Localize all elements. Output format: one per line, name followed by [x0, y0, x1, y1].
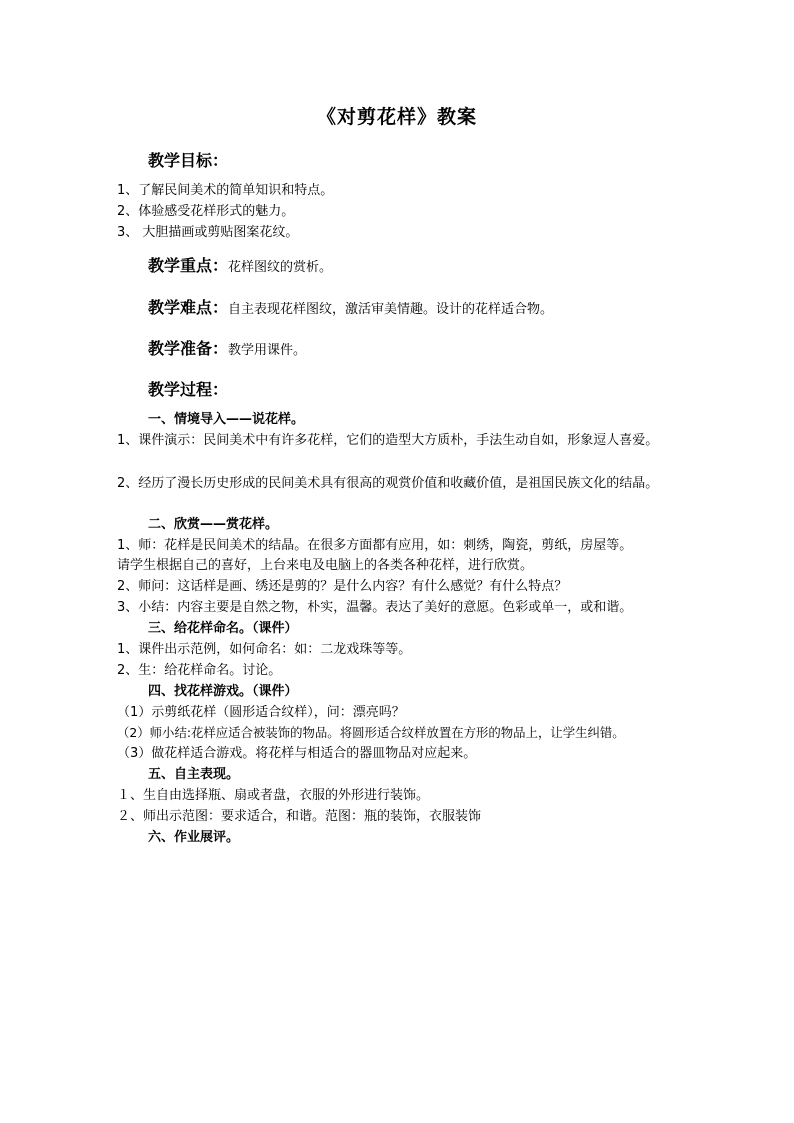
key-point-text: 花样图纹的赏析。 — [228, 260, 333, 275]
process-step-4-paragraph-3: （3）做花样适合游戏。将花样与相适合的器皿物品对应起来。 — [117, 746, 477, 761]
difficulty-heading: 教学难点： — [148, 298, 229, 317]
objective-item-3: 3、 大胆描画或剪贴图案花纹。 — [117, 225, 299, 240]
key-point-section — [148, 253, 332, 276]
process-step-1-title: 一、情境导入——说花样。 — [148, 412, 305, 427]
preparation-heading: 教学准备： — [148, 339, 229, 358]
process-step-6-title: 六、作业展评。 — [148, 830, 240, 845]
process-step-1-paragraph-2: 2、经历了漫长历史形成的民间美术具有很高的观赏价值和收藏价值，是祖国民族文化的结晶。 — [117, 476, 659, 491]
process-step-2-paragraph-3: 3、小结：内容主要是自然之物，朴实，温馨。表达了美好的意愿。色彩或单一，或和谐。 — [117, 600, 633, 615]
process-step-5-title: 五、自主表现。 — [148, 767, 240, 782]
process-step-2-paragraph-2: 2、师问：这话样是画、绣还是剪的？是什么内容？有什么感觉？有什么特点？ — [117, 579, 568, 594]
process-step-4-title: 四、找花样游戏。（课件） — [148, 684, 298, 699]
process-step-3-paragraph-1: 1、课件出示范例，如何命名：如：二龙戏珠等等。 — [117, 642, 412, 657]
objective-item-1: 1、了解民间美术的简单知识和特点。 — [117, 183, 334, 198]
document-title: 《对剪花样》教案 — [316, 106, 477, 128]
difficulty-text: 自主表现花样图纹，激活审美情趣。设计的花样适合物。 — [228, 302, 554, 317]
process-step-4-paragraph-1: （1）示剪纸花样（圆形适合纹样），问：漂亮吗？ — [117, 705, 405, 720]
process-step-2-paragraph-1a: 1、师：花样是民间美术的结晶。在很多方面都有应用，如：刺绣，陶瓷，剪纸，房屋等。 — [117, 538, 633, 553]
preparation-text: 教学用课件。 — [228, 343, 307, 358]
difficulty-section — [148, 295, 553, 318]
process-step-2-paragraph-1b: 请学生根据自己的喜好，上台来电及电脑上的各类各种花样，进行欣赏。 — [117, 558, 534, 573]
objectives-heading: 教学目标： — [148, 151, 229, 170]
process-heading: 教学过程： — [148, 380, 229, 399]
process-step-5-paragraph-2: ２、师出示范图：要求适合，和谐。范图：瓶的装饰，衣服装饰 — [117, 809, 482, 824]
key-point-heading: 教学重点： — [148, 256, 229, 275]
process-step-2-title: 二、欣赏——赏花样。 — [148, 517, 279, 532]
preparation-section — [148, 336, 306, 359]
process-step-1-paragraph-1: 1、课件演示：民间美术中有许多花样，它们的造型大方质朴，手法生动自如，形象逗人喜爱。 — [117, 433, 659, 448]
objective-item-2: 2、体验感受花样形式的魅力。 — [117, 204, 295, 219]
process-step-3-title: 三、给花样命名。（课件） — [148, 621, 298, 636]
process-step-4-paragraph-2: （2）师小结:花样应适合被装饰的物品。将圆形适合纹样放置在方形的物品上，让学生纠错。 — [117, 725, 625, 740]
process-step-3-paragraph-2: 2、生：给花样命名。讨论。 — [117, 663, 282, 678]
process-step-5-paragraph-1: １、生自由选择瓶、扇或者盘，衣服的外形进行装饰。 — [117, 788, 430, 803]
